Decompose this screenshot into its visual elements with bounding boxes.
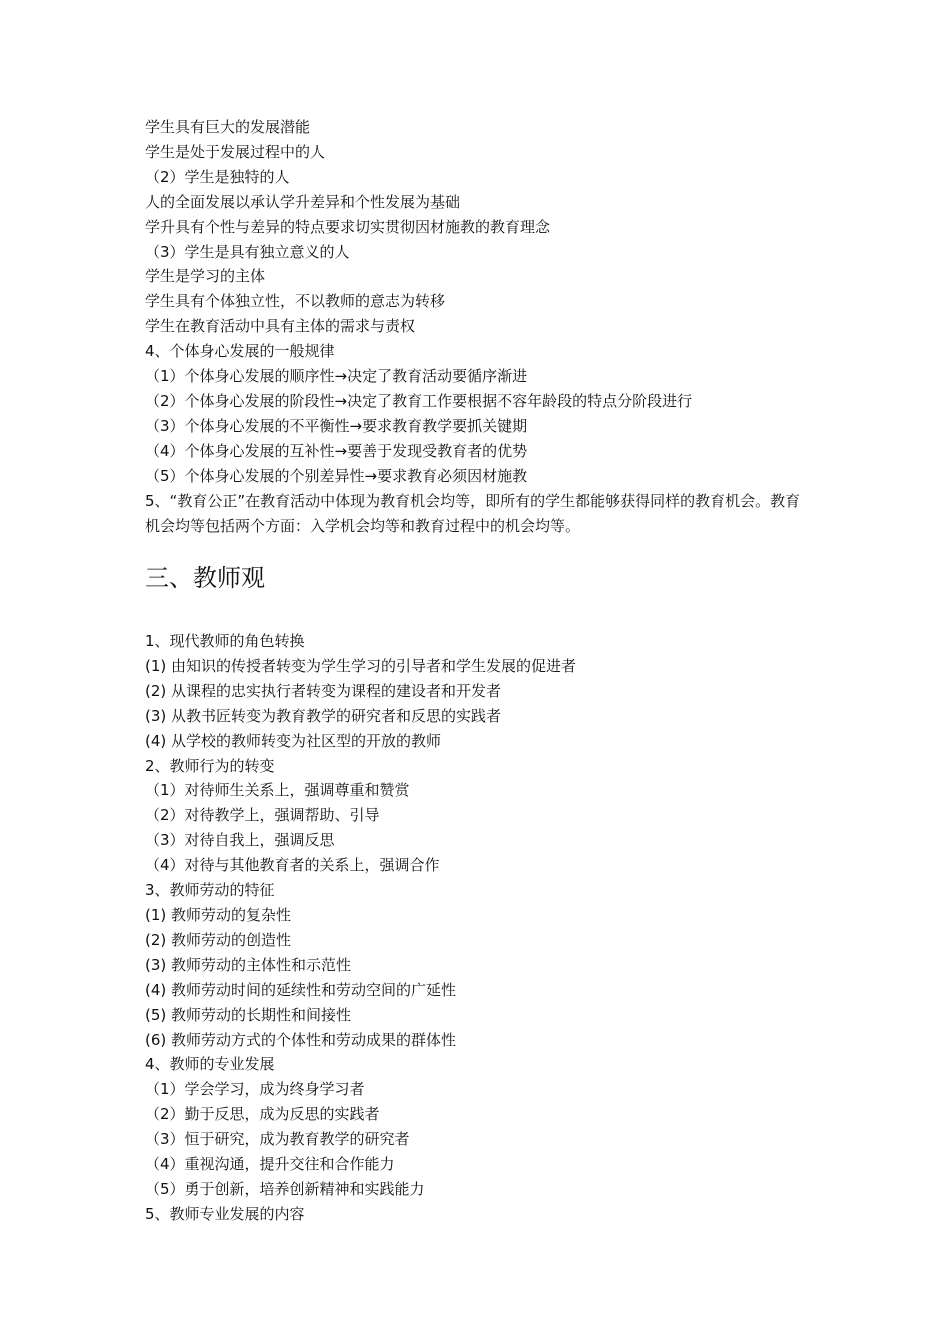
text-line: (6) 教师劳动方式的个体性和劳动成果的群体性 — [145, 1030, 457, 1049]
text-line: （1）学会学习，成为终身学习者 — [145, 1080, 365, 1099]
text-line: 学生是处于发展过程中的人 — [145, 142, 326, 161]
text-line: 人的全面发展以承认学升差异和个性发展为基础 — [145, 192, 461, 211]
text-line: (5) 教师劳动的长期性和间接性 — [145, 1005, 352, 1024]
text-line: (3) 从教书匠转变为教育教学的研究者和反思的实践者 — [145, 706, 502, 725]
text-line: 1、现代教师的角色转换 — [145, 632, 305, 650]
text-line: （3）个体身心发展的不平衡性→要求教育教学要抓关键期 — [145, 416, 528, 435]
text-line: （2）学生是独特的人 — [145, 167, 290, 186]
text-line: （4）重视沟通，提升交往和合作能力 — [145, 1155, 395, 1174]
text-line: 2、教师行为的转变 — [145, 756, 275, 775]
text-line: (2) 从课程的忠实执行者转变为课程的建设者和开发者 — [145, 681, 502, 700]
text-line: 学生具有巨大的发展潜能 — [145, 118, 311, 136]
text-line: (4) 教师劳动时间的延续性和劳动空间的广延性 — [145, 980, 457, 999]
text-line: （1）个体身心发展的顺序性→决定了教育活动要循序渐进 — [145, 367, 528, 386]
text-line: (2) 教师劳动的创造性 — [145, 930, 292, 949]
text-line: （4）个体身心发展的互补性→要善于发现受教育者的优势 — [145, 441, 528, 460]
text-line: （2）勤于反思，成为反思的实践者 — [145, 1105, 380, 1124]
text-line: 学生具有个体独立性，不以教师的意志为转移 — [145, 292, 446, 311]
text-line: （3）学生是具有独立意义的人 — [145, 242, 350, 261]
text-line: （5）个体身心发展的个别差异性→要求教育必须因材施教 — [145, 466, 528, 485]
text-line: 4、教师的专业发展 — [145, 1055, 275, 1074]
text-line: 学生是学习的主体 — [145, 267, 266, 286]
teacher-view-section — [145, 629, 815, 1227]
text-line: （3）对待自我上，强调反思 — [145, 831, 335, 850]
education-equity-paragraph: 5、“教育公正”在教育活动中体现为教育机会均等，即所有的学生都能够获得同样的教育机会。教育机会均等包括两个方面：入学机会均等和教育过程中的机会均等。 — [145, 491, 801, 535]
text-line: （3）恒于研究，成为教育教学的研究者 — [145, 1130, 410, 1149]
text-line: 4、个体身心发展的一般规律 — [145, 342, 335, 361]
text-line: （2）对待教学上，强调帮助、引导 — [145, 806, 380, 825]
text-line: （5）勇于创新，培养创新精神和实践能力 — [145, 1179, 425, 1198]
student-view-section — [145, 115, 815, 538]
text-line: 5、教师专业发展的内容 — [145, 1204, 305, 1223]
text-line: 学生在教育活动中具有主体的需求与责权 — [145, 317, 416, 336]
text-line: 3、教师劳动的特征 — [145, 881, 275, 900]
text-line: (3) 教师劳动的主体性和示范性 — [145, 955, 352, 974]
text-line: (1) 教师劳动的复杂性 — [145, 905, 292, 924]
text-line: 学升具有个性与差异的特点要求切实贯彻因材施教的教育理念 — [145, 217, 551, 236]
section-heading: 三、教师观 — [145, 564, 265, 592]
text-line: （4）对待与其他教育者的关系上，强调合作 — [145, 856, 440, 875]
text-line: （1）对待师生关系上，强调尊重和赞赏 — [145, 781, 410, 800]
text-line: （2）个体身心发展的阶段性→决定了教育工作要根据不容年龄段的特点分阶段进行 — [145, 391, 693, 410]
text-line: (4) 从学校的教师转变为社区型的开放的教师 — [145, 731, 442, 750]
text-line: (1) 由知识的传授者转变为学生学习的引导者和学生发展的促进者 — [145, 656, 577, 675]
